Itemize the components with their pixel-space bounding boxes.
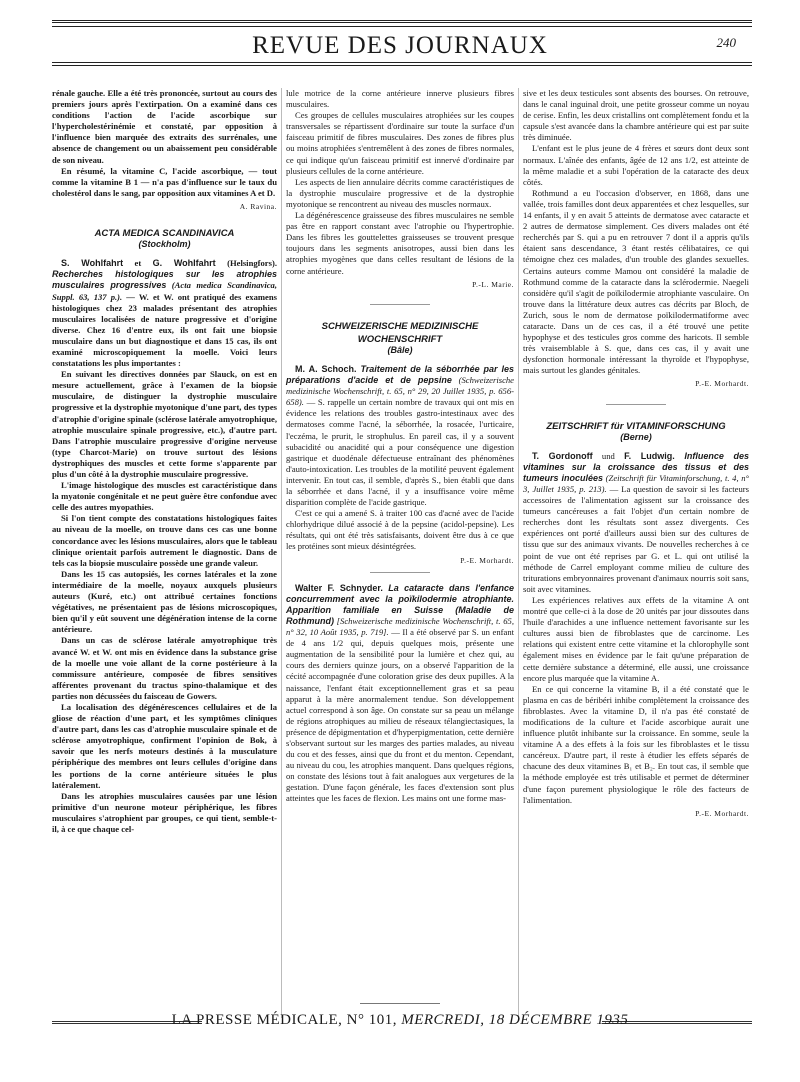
paragraph: Dans les atrophies musculaires causées par une lésion primitive d'un neurone moteur périphérique, les fibres musculaires s'atrophient par groupes, ce qui tient, semble-t-il, à ce que chaque cel- [52,790,277,834]
article-text: — La question de savoir si les facteurs accessoires de l'alimentation agissent sur la croissance des tumeurs cancéreuses a fait l'objet d'un certain nombre de recherches dont les résultats sont assez divergents. Ces expériences ont porté d'ailleurs aussi bien sur des cultures de tissu que sur des animaux vivants. De nouvelles recherches à ce point de vue ont été reprises par G. et L. qui ont utilisé la méthode de Carrel employant comme milieu de culture des triturations embryonnaires provenant d'animaux nourris soit sans, soit avec vitamines. [523,484,749,594]
section-subheading: (Bâle) [387,344,413,355]
article-reference: (Zeitschrift für Vitaminforschung, t. 4, n° 3, Juillet 1935, p. 213). [523,472,749,494]
paragraph: La localisation des dégénérescences cellulaires et de la gliose de réaction d'une part, et les symptômes cliniques d'autre part, dans les cas d'atrophie musculaire spinale et de sclérose amyotrophique, confirment l'opinion de Bok, à savoir que les nerfs moteurs destinés à la musculature périphérique des membres ont leurs cellules d'origine dans les portions de la corne antérieure situées le plus latéralement. [52,701,277,790]
article-author: M. A. Schoch. [295,363,357,374]
footer [0,1012,800,1029]
section-heading: SCHWEIZERISCHE MEDIZINISCHE [321,320,479,332]
article-author: G. Wohlfahrt [152,258,216,269]
article-reference: (Schweizerische medizinische Wochenschrift, t. 65, n° 29, 20 Juillet 1935, p. 656-658). [286,375,514,408]
paragraph: En résumé, la vitamine C, l'acide ascorbique, — tout comme la vitamine B 1 — n'a pas d'influence sur le taux du cholestérol dans le sang, par opposition aux vitamines A et D. [52,165,277,198]
column-divider-1 [281,88,282,1018]
article-reference: [Schweizerische medizinische Wochenschrift, t. 65, n° 32, 10 Août 1935, p. 719]. [286,615,514,638]
article-text: — W. et W. ont pratiqué des examens histologiques chez 23 malades présentant des atrophies musculaires localisées de nature progressive et d'origine diverse. Chez 16 d'entre eux, ils ont fait une biopsie musculaire dans un but diagnostique et dans 15 cas, ils ont examiné microscopiquement la moelle. Voici leurs constatations les plus importantes : [52,291,277,369]
paragraph: L'image histologique des muscles est caractéristique dans la myatonie congénitale et ne peut guère être confondue avec celle des autres myopathies. [52,480,277,513]
page-number: 240 [716,35,736,50]
column-2 [286,88,514,805]
article-heading [52,258,277,369]
header-bottom-rule [52,62,752,63]
article-location: (Helsingfors). [215,258,277,269]
section-heading-2: WOCHENSCHRIFT [357,333,443,345]
article-separator [370,572,430,573]
article-author: F. Ludwig. [624,450,675,461]
footer-date: MERCREDI, 18 DÉCEMBRE 1935 [396,1012,629,1028]
paragraph: rénale gauche. Elle a été très prononcée, surtout au cours des premiers jours après l'extirpation. On a examiné dans ces conditions l'action de l'acide ascorbique sur l'hypercholestérinémie et constaté, par opposition à l'influence bien marquée des extraits des surrénales, une absence de changement ou un abaissement peu considérable de son niveau. [52,88,277,165]
section-subheading: (Berne) [620,431,652,442]
section-heading: ZEITSCHRIFT für VITAMINFORSCHUNG [546,420,726,432]
article-title: La cataracte dans l'enfance concurremment avec la poïkilodermie atrophiante. Apparition familiale en Suisse (Maladie de Rothmund) [286,582,514,626]
section-separator [606,404,666,405]
article-heading [286,583,514,805]
section-subheading: (Stockholm) [138,239,191,250]
paragraph: En suivant les directives données par Slauck, on est en mesure actuellement, grâce à l'examen de la biopsie musculaire, de distinguer la dystrophie musculaire progressive et la dystrophie myotonique d'une part, des types d'atrophie d'origine spinale (sclérose latérale amyotrophique, atrophie musculaire spinale progressive, etc.), d'autre part. Dans l'atrophie musculaire progressive d'origine nerveuse (type Charcot-Marie) on trouve surtout des lésions dystrophiques des muscles et cette forme s'apparente par plus d'un côté à la dystrophie musculaire progressive. [52,369,277,479]
article-and: et [123,258,153,269]
article-title: Recherches histologiques sur les atrophies musculaires progressives [52,269,277,291]
article-reference: (Acta medica Scandinavica, Suppl. 63, 137 p.). [52,280,277,302]
article-author: S. Wohlfahrt [61,258,124,269]
page-title: REVUE DES JOURNAUX [252,32,548,59]
footer-separator [360,1003,440,1004]
article-author: Walter F. Schnyder. [295,582,383,593]
article-title: Traitement de la séborrhée par les préparations d'acide et de pepsine [286,363,514,386]
header-bottom-rule-2 [52,65,752,66]
signature: P.-E. Morhardt. [695,808,749,818]
paragraph: La dégénérescence graisseuse des fibres musculaires ne semble pas être en rapport constant avec l'atrophie ou l'hypertrophie. Dans les fibres les gouttelettes graisseuses se trouvent presque toujours dans les segments anisotropes, aussi bien dans les atrophies myogènes que dans celles resultant de lésions de la corne antérieure. [286,210,514,276]
paragraph: Si l'on tient compte des constatations histologiques faites au niveau de la moelle, on trouve dans ces cas une bonne concordance avec les lésions musculaires, alors que le tableau clinique orientait parfois autrement le diagnostic. Dans de tels cas la biopsie musculaire possède une grande valeur. [52,513,277,568]
header-top-rule-thin [52,26,752,27]
article-and: und [592,450,625,461]
footer-journal: LA PRESSE MÉDICALE, N° 101, [171,1012,397,1028]
paragraph: lule motrice de la corne antérieure innerve plusieurs fibres musculaires. [286,88,514,110]
signature: P.-E. Morhardt. [695,379,749,389]
paragraph: Les expériences relatives aux effets de la vitamine A ont montré que celle-ci à la dose de 20 unités par jour dissoutes dans l'huile d'arachides a une influence nettement favorisante sur les cultures aussi bien de fibroblastes que de carcinome. Les relations qui existent entre cette vitamine et la chlorophylle sont également mises en évidence par le fait qu'une préparation de cette dernière substance a déterminé, elle aussi, une croissance encore plus marquée que la vitamine A. [523,594,749,683]
section-separator [370,304,430,305]
paragraph: En ce qui concerne la vitamine B, il a été constaté que le plasma en cas de béribéri inhibe complètement la croissance des fibroblastes. Avec la vitamine D, il n'a pas été constaté de modifications de la culture et l'acide ascorbique aurait une influence plutôt inhibante sur la croissance. En somme, seule la vitamine A a des effets à la fois sur les fibroblastes et le tissu cancéreux. D'autre part, il reste à étudier les effets séparés de chacune des deux vitamines B₁ et B₂. En tout cas, il semble que la méthode employée est très utilisable et permet de déterminer d'une façon purement physiologique le rôle des facteurs de l'alimentation. [523,683,749,805]
paragraph: sive et les deux testicules sont absents des bourses. On retrouve, dans le canal inguinal droit, une petite grosseur comme un noyau de cerise. Enfin, les deux cristallins ont complètement fondu et la capsule s'est avancée dans la chambre antérieure qui est par suite très diminuée. [523,88,749,143]
signature: P.-E. Morhardt. [460,555,514,565]
paragraph: Rothmund a eu l'occasion d'observer, en 1868, dans une vallée, trois familles dont deux apparentées et chez lesquelles, sur 14 enfants, il y en avait 5 atteints de dermatose avec cataracte et 2 autres de dermatose simplement. Ces divers malades ont été recherchés par S. qui a pu en retrouver 7 dont il a appris qu'ils étaient sans descendance, 3 étant restés célibataires, ce qui témoigne chez ces malades, d'un trouble des glandes sexuelles. Certains auteurs comme Mamou ont considéré la maladie de Rothmund comme de la cataracte dans la sclérodermie. Naegeli considère qu'il s'agit de poïkilodermie atrophiante vasculaire. On trouve dans la littérature deux autres cas décrits par Bloch, de Zurich, sous le nom de dermatose poïkilodermatiforme avec cataracte. Dans un de ces cas, il a été trouvé une petite hypophyse et des testicules gros comme des haricots. Il semble très vraisemblable à S. que, dans ces cas, il y avait une dysfonction hormonale intéressant la thyroïde et l'hypophyse, mais surtout les glandes génitales. [523,187,749,376]
paragraph: Dans un cas de sclérose latérale amyotrophique très avancé W. et W. ont mis en évidence dans la substance grise de la moelle une voie allant de la corne postérieure à la commissure antérieure, composée de fibres sensitives afférentes provenant du tractus spino-thalamique et des parties non décussées du faisceau de Gowers. [52,635,277,701]
article-text: — S. rappelle un certain nombre de travaux qui ont mis en évidence les relations des troubles gastro-intestinaux avec des dermatoses comme l'acné, la séborrhée, la rosacée, l'urticaire, l'eczéma, le prurit, le strophulus. En pareil cas, il y a souvent subacidité ou anacidité qui a pour conséquence une digestion gastrique et duodénale défectueuse entraînant des phénomènes d'auto-intoxication. Les troubles de la motilité peuvent également intervenir. En tout cas, il semble, d'après S., bien établi que dans la séborrhée et dans l'acné, il y a insuffisance voire même disparition complète de l'acide gastrique. [286,397,514,508]
column-divider-2 [518,88,519,1018]
paragraph: Les aspects de lien annulaire décrits comme caractéristiques de la dystrophie musculaire progressive et de la dystrophie myotonique se rencontrent au niveau des muscles normaux. [286,176,514,209]
column-3 [523,88,749,825]
signature: A. Ravina. [239,201,277,211]
header-top-rule [52,20,752,23]
article-title: Influence des vitamines sur la croissance des tissus et des tumeurs inoculées [523,450,749,483]
article-author: T. Gordonoff [532,450,593,461]
paragraph: Dans les 15 cas autopsiés, les cornes latérales et la zone intermédiaire de la moelle, noyaux auxquels plusieurs auteurs (Kuré, etc.) ont attribué certaines fonctions végétatives, ne présentaient pas de lésions microscopiques, bien qu'il y eût souvent une dégénération intense de la corne antérieure. [52,568,277,635]
paragraph: C'est ce qui a amené S. à traiter 100 cas d'acné avec de l'acide chlorhydrique dilué associé à de la pepsine (acidol-pepsine). Les résultats, qui ont été très satisfaisants, doivent être dus à ce que les protéines sont mieux désintégrées. [286,508,514,552]
section-heading: ACTA MEDICA SCANDINAVICA [94,228,235,240]
paragraph: L'enfant est le plus jeune de 4 frères et sœurs dont deux sont normaux. L'aînée des enfants, âgée de 12 ans 1/2, est atteinte de la même maladie et a subi l'opération de la cataracte des deux côtés. [523,143,749,187]
article-heading [286,364,514,508]
column-1 [52,88,277,835]
signature: P.-L. Marie. [472,279,514,289]
article-heading [523,451,749,595]
paragraph: Ces groupes de cellules musculaires atrophiées sur les coupes transversales se répartissent d'ordinaire sur toute la surface d'un faisceau primitif de fibres musculaires. Des zones de fibres plus ou moins atrophiées s'entremêlent à des zones de fibres normales, ce qui indique qu'un faisceau primitif est innervé d'ordinaire par plusieurs cellules de la corne antérieure. [286,110,514,176]
article-text: — Il a été observé par S. un enfant de 4 ans 1/2 qui, depuis quelques mois, présente une augmentation de la sensibilité pour la lumière et chez qui, au cours des derniers quinze jours, on a observé l'apparition de la cécité accompagnée d'une coloration grise des deux pupilles. A la naissance, l'enfant était exceptionnellement gras et sa peau apparut à la mère anormalement tendue. Son développement actuel correspond à son âge. On constate sur sa peau un mélange de régions atrophiques au milieu de réseaux télangiectasiques, la présence de dépigmentation et d'hyperpigmentation, cette dernière s'observant surtout sur les marges des parties malades, au niveau du cou et des fesses, ainsi que du front et du menton. Cependant, au niveau du cou, les atrophies manquent. Dans quelques régions, on constate des lésions tout à fait analogues aux vergetures de la gestation. D'une façon générale, les faces d'extension sont plus atteintes que les faces de flexion. Les mains ont une forme mas- [286,627,514,804]
